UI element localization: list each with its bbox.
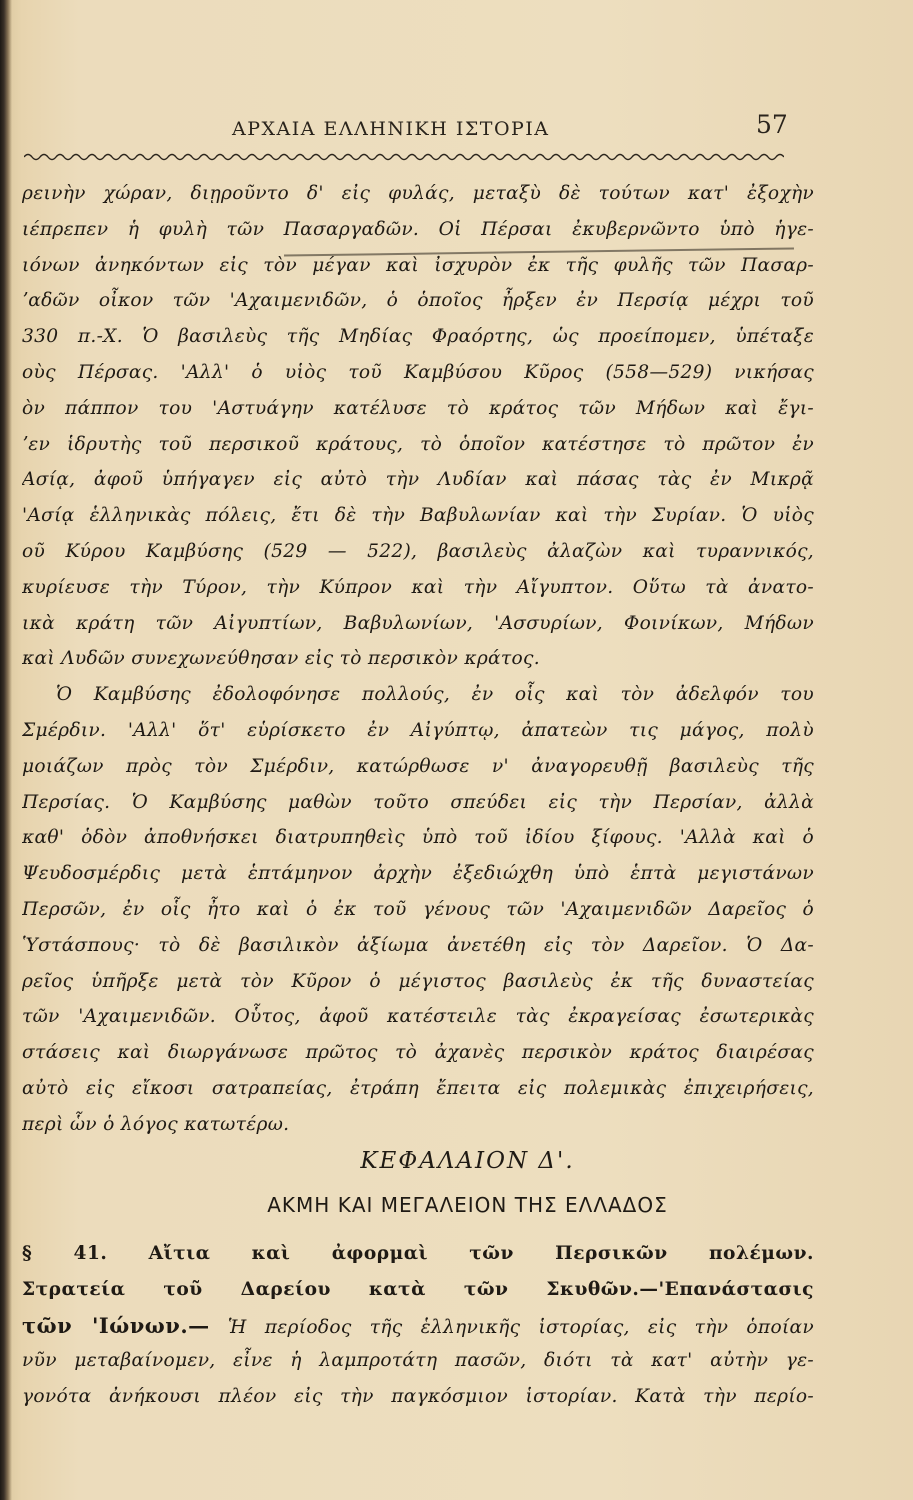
text-line: στάσεις καὶ διωργάνωσε πρῶτος τὸ ἀχανὲς περσικὸν κράτος διαιρέσας bbox=[22, 1042, 814, 1064]
chapter-number: ΚΕΦΑΛΑΙΟΝ Δ'. bbox=[360, 1148, 575, 1174]
text-line: οὺς Πέρσας. 'Αλλ' ὁ υἱὸς τοῦ Καμβύσου Κῦρος (558—529) νικήσας bbox=[22, 361, 814, 383]
text-line: περὶ ὧν ὁ λόγος κατωτέρω. bbox=[22, 1113, 290, 1135]
section-text-line bbox=[22, 1308, 814, 1344]
section-41 bbox=[22, 1236, 814, 1415]
section-text-fragment: Ἡ περίοδος τῆς ἑλληνικῆς ἱστορίας, εἰς τὴν ὁποίαν bbox=[209, 1316, 814, 1338]
text-line: τῶν 'Αχαιμενιδῶν. Οὗτος, ἀφοῦ κατέστειλε τὰς ἐκραγείσας ἐσωτερικὰς bbox=[22, 1006, 814, 1028]
text-line: μοιάζων πρὸς τὸν Σμέρδιν, κατώρθωσε ν' ἀναγορευθῇ βασιλεὺς τῆς bbox=[22, 755, 814, 777]
page-number: 57 bbox=[756, 110, 788, 139]
section-heading-line: § 41. Αἴτια καὶ ἀφορμαὶ τῶν Περσικῶν πολέμων. bbox=[22, 1243, 814, 1264]
text-line: ρεῖος ὑπῆρξε μετὰ τὸν Κῦρον ὁ μέγιστος βασιλεὺς ἐκ τῆς δυναστείας bbox=[22, 970, 814, 992]
chapter-title: ΑΚΜΗ ΚΑΙ ΜΕΓΑΛΕΙΟΝ ΤΗΣ ΕΛΛΑΔΟΣ bbox=[267, 1193, 668, 1217]
text-line: οῦ Κύρου Καμβύσης (529 — 522), βασιλεὺς ἀλαζὼν καὶ τυραννικός, bbox=[22, 540, 814, 562]
text-line: 'Ασίᾳ ἑλληνικὰς πόλεις, ἔτι δὲ τὴν Βαβυλωνίαν καὶ τὴν Συρίαν. Ὁ υἱὸς bbox=[22, 505, 814, 527]
text-line: Ὑστάσπους· τὸ δὲ βασιλικὸν ἀξίωμα ἀνετέθη εἰς τὸν Δαρεῖον. Ὁ Δα- bbox=[22, 934, 814, 956]
section-heading-tail: τῶν 'Ιώνων.— bbox=[22, 1312, 210, 1338]
text-line: ὸν πάππον του 'Αστυάγην κατέλυσε τὸ κράτος τῶν Μήδων καὶ ἔγι- bbox=[22, 397, 814, 419]
main-text-block bbox=[22, 176, 814, 1143]
section-text-line: νῦν μεταβαίνομεν, εἶνε ἡ λαμπροτάτη πασῶν, διότι τὰ κατ' αὐτὴν γε- bbox=[22, 1350, 814, 1372]
book-spine-shadow bbox=[0, 0, 12, 1500]
section-text-line: γονότα ἀνήκουσι πλέον εἰς τὴν παγκόσμιον ἱστορίαν. Κατὰ τὴν περίο- bbox=[22, 1386, 814, 1408]
text-line: ρεινὴν χώραν, διῃροῦντο δ' εἰς φυλάς, μεταξὺ δὲ τούτων κατ' ἐξοχὴν bbox=[22, 183, 814, 204]
text-line: ʼεν ἱδρυτὴς τοῦ περσικοῦ κράτους, τὸ ὁποῖον κατέστησε τὸ πρῶτον ἐν bbox=[22, 433, 814, 455]
text-line: κυρίευσε τὴν Τύρον, τὴν Κύπρον καὶ τὴν Αἴγυπτον. Οὕτω τὰ ἀνατο- bbox=[22, 576, 814, 598]
text-line: Σμέρδιν. 'Αλλ' ὅτ' εὑρίσκετο ἐν Αἰγύπτῳ, ἀπατεὼν τις μάγος, πολὺ bbox=[22, 719, 814, 741]
text-line: ιέπρεπεν ἡ φυλὴ τῶν Πασαργαδῶν. Οἱ Πέρσαι ἐκυβερνῶντο ὑπὸ ἡγε- bbox=[22, 218, 814, 240]
text-line: Περσῶν, ἐν οἷς ἦτο καὶ ὁ ἐκ τοῦ γένους τῶν 'Αχαιμενιδῶν Δαρεῖος ὁ bbox=[22, 898, 814, 920]
text-line: Ὁ Καμβύσης ἐδολοφόνησε πολλούς, ἐν οἷς καὶ τὸν ἀδελφόν του bbox=[56, 684, 814, 706]
text-line: Ασίᾳ, ἀφοῦ ὑπήγαγεν εἰς αὐτὸ τὴν Λυδίαν καὶ πάσας τὰς ἐν Μικρᾷ bbox=[22, 469, 814, 491]
text-line: καθ' ὁδὸν ἀποθνήσκει διατρυπηθεὶς ὑπὸ τοῦ ἰδίου ξίφους. 'Αλλὰ καὶ ὁ bbox=[22, 827, 814, 849]
text-line: ιόνων ἀνηκόντων εἰς τὸν μέγαν καὶ ἰσχυρὸν ἐκ τῆς φυλῆς τῶν Πασαρ- bbox=[22, 254, 814, 276]
text-line: καὶ Λυδῶν συνεχωνεύθησαν εἰς τὸ περσικὸν κράτος. bbox=[22, 648, 540, 670]
section-heading-line: Στρατεία τοῦ Δαρείου κατὰ τῶν Σκυθῶν.—'Επανάστασις bbox=[22, 1278, 814, 1300]
text-line: ικὰ κράτη τῶν Αἰγυπτίων, Βαβυλωνίων, 'Ασσυρίων, Φοινίκων, Μήδων bbox=[22, 612, 814, 634]
page-header bbox=[0, 108, 913, 148]
text-line: ʼαδῶν οἶκον τῶν 'Αχαιμενιδῶν, ὁ ὁποῖος ἦρξεν ἐν Περσίᾳ μέχρι τοῦ bbox=[22, 290, 814, 312]
decorative-wavy-rule bbox=[24, 150, 784, 164]
text-line: 330 π.-Χ. Ὁ βασιλεὺς τῆς Μηδίας Φραόρτης, ὡς προείπομεν, ὑπέταξε bbox=[22, 326, 814, 348]
text-line: Περσίας. Ὁ Καμβύσης μαθὼν τοῦτο σπεύδει εἰς τὴν Περσίαν, ἀλλὰ bbox=[22, 791, 814, 813]
text-line: Ψευδοσμέρδις μετὰ ἑπτάμηνον ἀρχὴν ἐξεδιώχθη ὑπὸ ἑπτὰ μεγιστάνων bbox=[22, 863, 814, 885]
running-title: ΑΡΧΑΙΑ ΕΛΛΗΝΙΚΗ ΙΣΤΟΡΙΑ bbox=[232, 118, 550, 140]
text-line: αὐτὸ εἰς εἴκοσι σατραπείας, ἐτράπη ἔπειτα εἰς πολεμικὰς ἐπιχειρήσεις, bbox=[22, 1077, 814, 1099]
